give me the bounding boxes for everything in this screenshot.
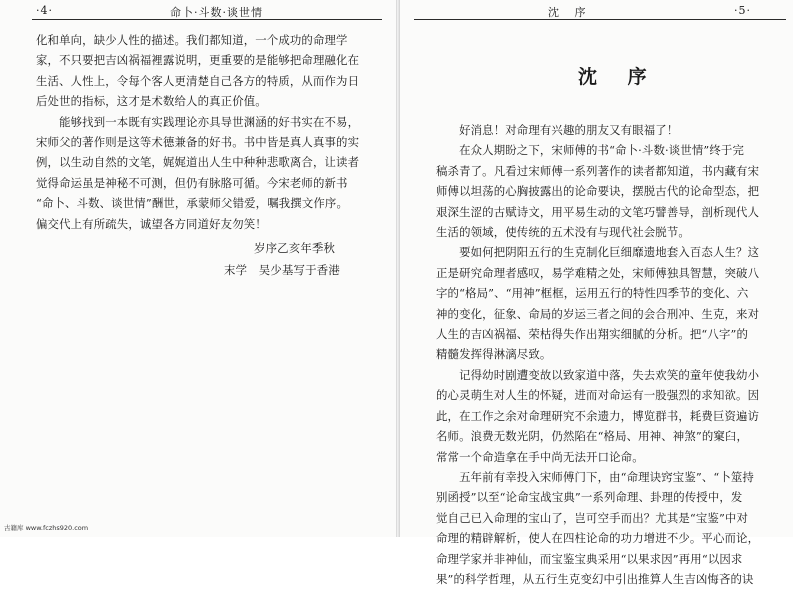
- text-line: 名师。浪费无数光阴，仍然陷在“格局、用神、神煞”的窠臼，: [436, 429, 749, 444]
- right-body-text: [436, 120, 776, 589]
- paragraph: [36, 112, 376, 234]
- text-line: 神的变化，征象、命局的岁运三者之间的会合刑冲、生克，来对: [436, 306, 760, 321]
- paragraph: [36, 30, 376, 112]
- left-page-number: ·4·: [36, 4, 53, 17]
- text-line: 精髓发挥得淋漓尽致。: [436, 347, 552, 362]
- paragraph: [436, 140, 776, 242]
- text-line: 偏交代上有所疏失，诚望各方同道好友勿笑！: [36, 216, 267, 231]
- text-line: 别函授”以至“论命宝战宝典”一系列命理、卦理的传授中，发: [436, 490, 743, 505]
- text-line: 要如何把阴阳五行的生克制化巨细靡遗地套入百态人生？这: [436, 245, 760, 260]
- left-page: [0, 0, 396, 537]
- signature-author: 末学 吴少基写于香港: [224, 263, 340, 277]
- right-running-title: 沈 序: [548, 6, 592, 19]
- text-line: 此，在工作之余对命理研究不余遗力，博览群书，耗费巨资遍访: [436, 408, 760, 423]
- text-line: 好消息！对命理有兴趣的朋友又有眼福了！: [436, 123, 679, 137]
- text-line: 在众人期盼之下，宋师傅的书“命卜·斗数·谈世情”终于完: [436, 143, 745, 158]
- text-line: 生活的领域，使传统的五术没有与现代社会脱节。: [436, 225, 690, 240]
- paragraph: [436, 120, 776, 140]
- text-line: 字的“格局”、“用神”框框，运用五行的特性四季节的变化、六: [436, 286, 749, 301]
- text-line: 觉得命运虽是神秘不可测，但仍有脉胳可循。今宋老师的新书: [36, 175, 348, 190]
- text-line: 后处世的指标，这才是术数给人的真正价值。: [36, 94, 267, 109]
- right-header-rule: [414, 19, 786, 20]
- text-line: 师傅以坦荡的心胸披露出的论命要诀，摆脱古代的论命型态，把: [436, 184, 760, 199]
- text-line: 人生的吉凶祸福、荣枯得失作出翔实细腻的分析。把“八字”的: [436, 327, 749, 342]
- text-line: 稿杀青了。凡看过宋师傅一系列著作的读者都知道，书内藏有宋: [436, 163, 760, 178]
- paragraph: [436, 242, 776, 364]
- text-line: 家，不只要把吉凶祸福裡露说明，更重要的是能够把命理融化在: [36, 53, 360, 68]
- right-page: [400, 0, 793, 586]
- text-line: 命理的精辟解析，使人在四柱论命的功力增进不少。平心而论，: [436, 531, 760, 546]
- text-line: 五年前有幸投入宋师傅门下，由“命理诀窍宝鉴”、“卜筮持: [436, 469, 754, 484]
- text-line: 觉自己已入命理的宝山了，岂可空手而出？尤其是“宝鉴”中对: [436, 510, 749, 525]
- left-body-text: [36, 30, 376, 234]
- text-line: 命理学家并非神仙，而宝鉴宝典采用“以果求因”再用“以因求: [436, 551, 743, 566]
- text-line: 例，以生动自然的文笔，娓娓道出人生中种种悲歌离合，让读者: [36, 155, 360, 170]
- left-header-rule: [32, 19, 382, 20]
- text-line: 能够找到一本既有实践理论亦具导世渊涵的好书实在不易，: [36, 114, 360, 129]
- text-line: 艰深生涩的古赋诗文，用平易生动的文笔巧譬善导，剖析现代人: [436, 204, 760, 219]
- text-line: 化和单向，缺少人性的描述。我们都知道，一个成功的命理学: [36, 33, 348, 47]
- preface-title: 沈 序: [578, 66, 659, 88]
- watermark-footer: 古籍库 www.fczhs920.com: [4, 524, 89, 532]
- left-running-title: 命卜·斗数·谈世情: [170, 6, 263, 19]
- text-line: 果”的科学哲理，从五行生克变幻中引出推算人生吉凶悔吝的诀: [436, 571, 754, 586]
- text-line: “命卜、斗数、谈世情”酬世，承蒙师父错爱，嘱我撰文作序。: [36, 196, 349, 211]
- signature-date: 岁序乙亥年季秋: [254, 241, 336, 255]
- text-line: 的心灵萌生对人生的怀疑，进而对命运有一股强烈的求知欲。因: [436, 388, 760, 403]
- text-line: 记得幼时剧遭变故以致家道中落，失去欢笑的童年使我幼小: [436, 367, 760, 382]
- text-line: 生活、人性上，令每个客人更清楚自己各方的特质，从而作为日: [36, 73, 360, 88]
- text-line: 正是研究命理者感叹，易学难精之处，宋师傅独具智慧，突破八: [436, 265, 760, 280]
- text-line: 宋师父的著作则是这等术德兼备的好书。书中皆是真人真事的实: [36, 135, 360, 150]
- paragraph: [436, 467, 776, 589]
- paragraph: [436, 365, 776, 467]
- text-line: 常常一个命造拿在手中尚无法开口论命。: [436, 449, 644, 464]
- right-page-number: ·5·: [734, 4, 751, 17]
